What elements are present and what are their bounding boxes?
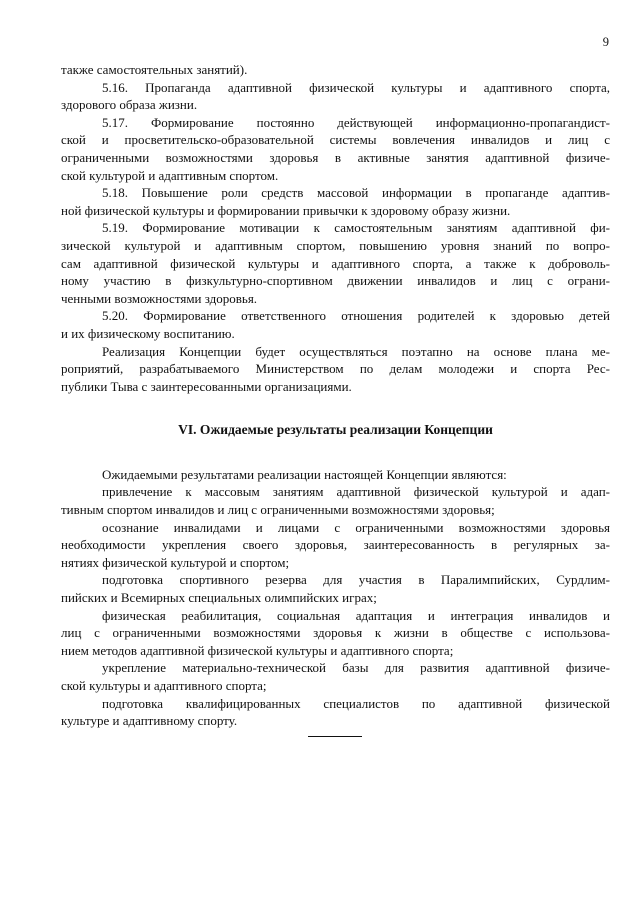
text-line: ской культурой и адаптивным спортом.	[61, 167, 279, 183]
text-line: роприятий, разрабатываемого Министерством по делам молодежи и спорта Рес-	[61, 361, 610, 377]
text-line: подготовка квалифицированных специалистов по адаптивной физической	[102, 695, 610, 711]
section-6-body	[61, 466, 610, 730]
section-6-heading: VI. Ожидаемые результаты реализации Концепции	[178, 422, 493, 438]
text-line: ному участию в физкультурно-спортивном движении инвалидов и лиц с ограни-	[61, 273, 610, 289]
text-line: здорового образа жизни.	[61, 97, 198, 113]
section-5-tail	[61, 61, 610, 395]
text-line: физическая реабилитация, социальная адаптация и интеграция инвалидов и	[102, 607, 610, 623]
text-line: подготовка спортивного резерва для участия в Паралимпийских, Сурдлим-	[102, 572, 610, 588]
end-rule	[308, 736, 362, 737]
text-line: также самостоятельных занятий).	[61, 62, 248, 77]
text-line: нятиях физической культурой и спортом;	[61, 554, 290, 570]
text-line: 5.17. Формирование постоянно действующей информационно-пропагандист-	[102, 114, 610, 130]
text-line: 5.16. Пропаганда адаптивной физической культуры и адаптивного спорта,	[102, 79, 610, 95]
text-line: осознание инвалидами и лицами с ограниченными возможностями здоровья	[102, 519, 610, 535]
text-line: и их физическому воспитанию.	[61, 325, 235, 341]
text-line: пийских и Всемирных специальных олимпийских играх;	[61, 590, 377, 606]
text-line: ченными возможностями здоровья.	[61, 290, 258, 306]
text-line: необходимости укрепления своего здоровья, заинтересованность в регулярных за-	[61, 537, 610, 553]
text-line: нием методов адаптивной физической культуры и адаптивного спорта;	[61, 642, 454, 658]
text-line: Реализация Концепции будет осуществляться поэтапно на основе плана ме-	[102, 343, 610, 359]
text-line: 5.20. Формирование ответственного отношения родителей к здоровью детей	[102, 308, 610, 324]
text-line: культуре и адаптивному спорту.	[61, 713, 238, 729]
text-line: Ожидаемыми результатами реализации настоящей Концепции являются:	[102, 466, 507, 482]
text-line: ской культуры и адаптивного спорта;	[61, 678, 267, 693]
text-line: 5.19. Формирование мотивации к самостоятельным занятиям адаптивной фи-	[102, 220, 610, 236]
text-line: укрепление материально-технической базы для развития адаптивной физиче-	[102, 660, 610, 676]
text-line: ной физической культуры и формировании привычки к здоровому образу жизни.	[61, 202, 511, 218]
text-line: сам адаптивной физической культуры и адаптивного спорта, а также к доброволь-	[61, 255, 610, 271]
text-line: зической культурой и адаптивным спортом, повышению уровня знаний по вопро-	[61, 237, 610, 253]
text-line: публики Тыва с заинтересованными организациями.	[61, 378, 352, 394]
text-line: 5.18. Повышение роли средств массовой информации в пропаганде адаптив-	[102, 185, 610, 201]
text-line: ской и просветительско-образовательной системы вовлечения инвалидов и лиц с	[61, 132, 610, 148]
page-number: 9	[602, 35, 609, 49]
text-line: лиц с ограниченными возможностями здоровья к жизни в обществе с использова-	[61, 625, 610, 641]
text-line: тивным спортом инвалидов и лиц с ограниченными возможностями здоровья;	[61, 502, 495, 518]
document-body	[61, 61, 610, 730]
text-line: привлечение к массовым занятиям адаптивной физической культурой и адап-	[102, 484, 610, 500]
text-line: ограниченными возможностями здоровья в активные занятия адаптивной физиче-	[61, 149, 610, 165]
